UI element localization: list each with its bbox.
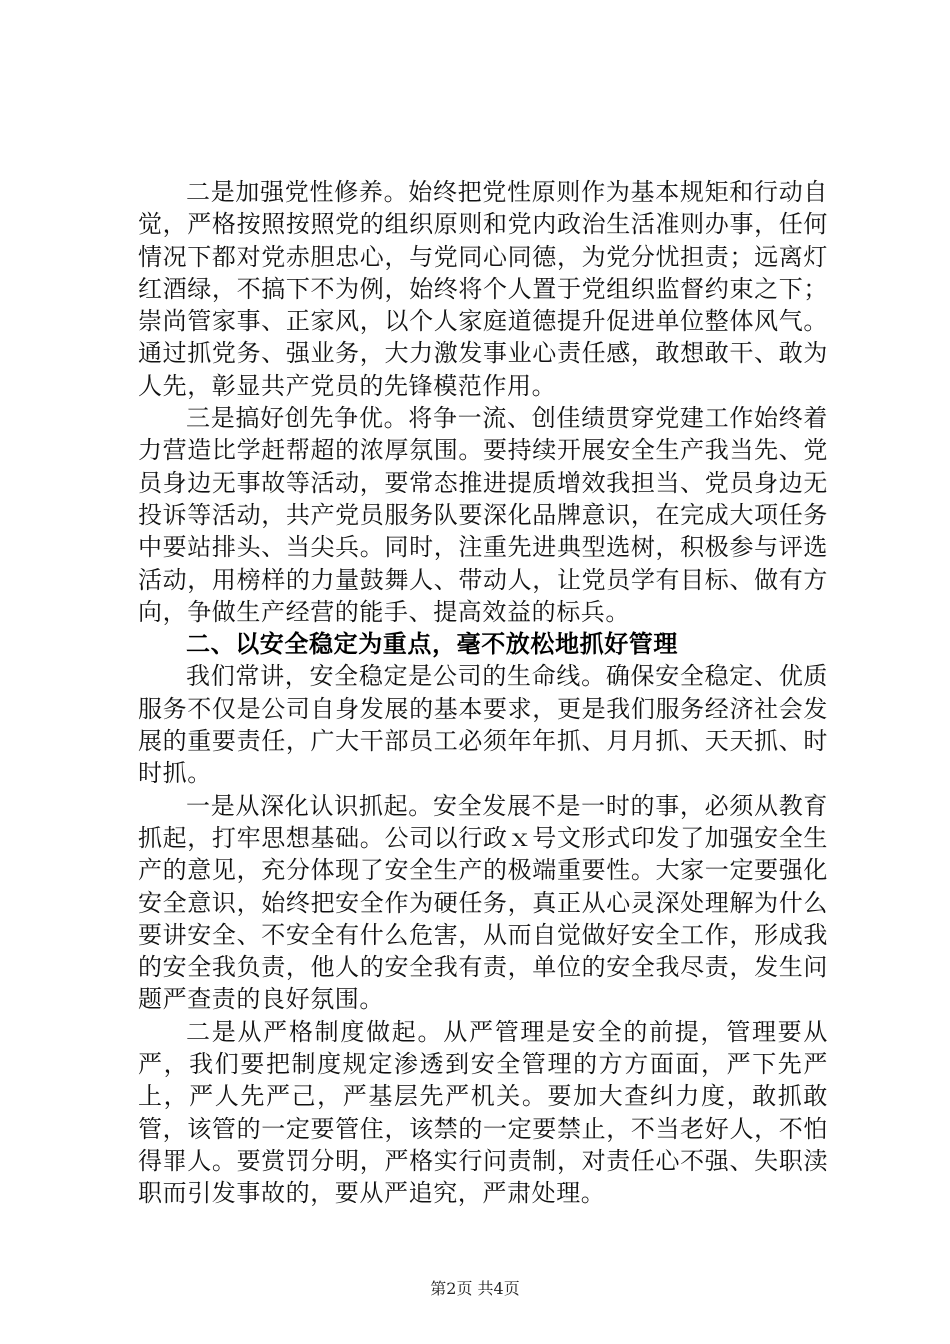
paragraph-excellence: 三是搞好创先争优。将争一流、创佳绩贯穿党建工作始终着力营造比学赶帮超的浓厚氛围。要持续开展安全生产我当先、党员身边无事故等活动，要常态推进提质增效我担当、党员身边无投诉等活动，共产党员服务队要深化品牌意识，在完成大项任务中要站排头、当尖兵。同时，注重先进典型选树，积极参与评选活动，用榜样的力量鼓舞人、带动人，让党员学有目标、做有方向，争做生产经营的能手、提高效益的标兵。 bbox=[138, 404, 828, 626]
paragraph-safety-awareness: 一是从深化认识抓起。安全发展不是一时的事，必须从教育抓起，打牢思想基础。公司以行政ｘ号文形式印发了加强安全生产的意见，充分体现了安全生产的极端重要性。大家一定要强化安全意识，始终把安全作为硬任务，真正从心灵深处理解为什么要讲安全、不安全有什么危害，从而自觉做好安全工作，形成我的安全我负责，他人的安全我有责，单位的安全我尽责，发生问题严查责的良好氛围。 bbox=[138, 791, 828, 1014]
section-heading-safety: 二、以安全稳定为重点，毫不放松地抓好管理 bbox=[186, 630, 678, 659]
page-number-footer: 第2页 共4页 bbox=[430, 1279, 520, 1298]
paragraph-safety-intro: 我们常讲，安全稳定是公司的生命线。确保安全稳定、优质服务不仅是公司自身发展的基本要求，更是我们服务经济社会发展的重要责任，广大干部员工必须年年抓、月月抓、天天抓、时时抓。 bbox=[138, 662, 828, 788]
paragraph-party-discipline: 二是加强党性修养。始终把党性原则作为基本规矩和行动自觉，严格按照按照党的组织原则和党内政治生活准则办事，任何情况下都对党赤胆忠心，与党同心同德，为党分忧担责；远离灯红酒绿，不搞下不为例，始终将个人置于党组织监督约束之下；崇尚管家事、正家风，以个人家庭道德提升促进单位整体风气。通过抓党务、强业务，大力激发事业心责任感，敢想敢干、敢为人先，彰显共产党员的先锋模范作用。 bbox=[138, 178, 828, 400]
paragraph-safety-rules: 二是从严格制度做起。从严管理是安全的前提，管理要从严，我们要把制度规定渗透到安全管理的方方面面，严下先严上，严人先严己，严基层先严机关。要加大查纠力度，敢抓敢管，该管的一定要管住，该禁的一定要禁止，不当老好人，不怕得罪人。要赏罚分明，严格实行问责制，对责任心不强、失职渎职而引发事故的，要从严追究，严肃处理。 bbox=[138, 1017, 828, 1208]
document-body bbox=[138, 176, 828, 1210]
